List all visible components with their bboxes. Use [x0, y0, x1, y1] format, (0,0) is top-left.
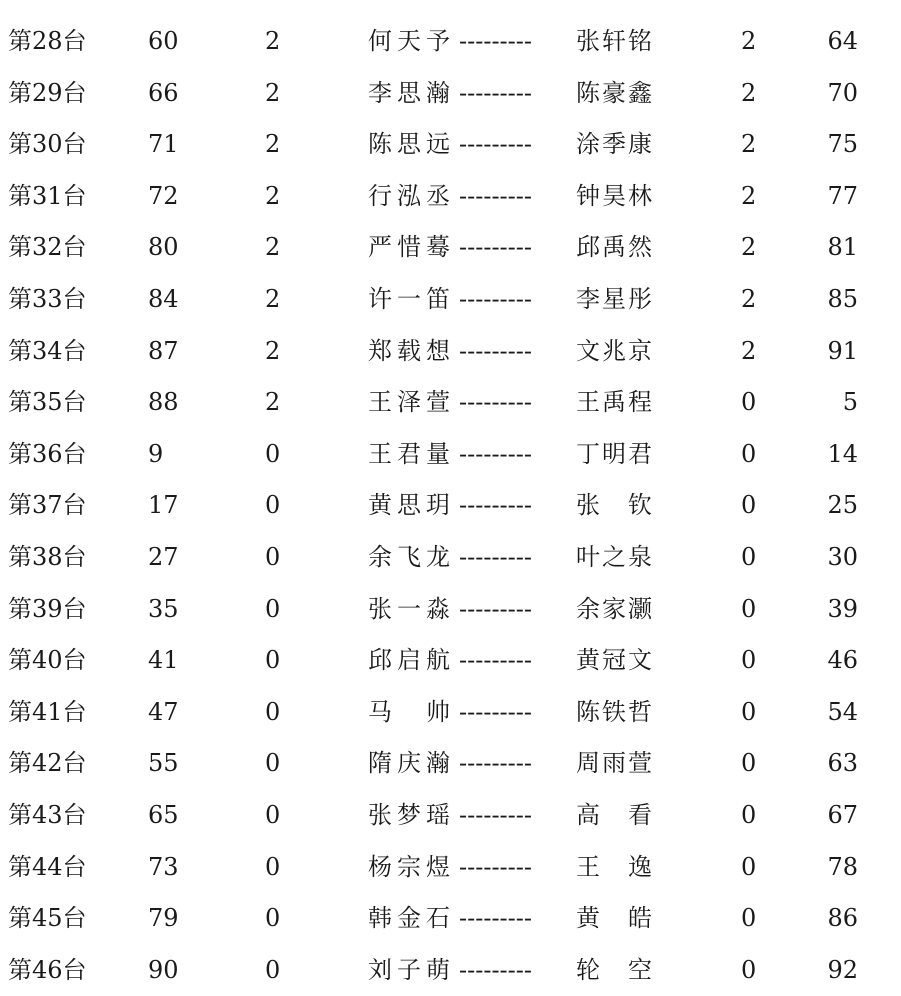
- pairing-separator: ---------: [459, 27, 532, 55]
- player1-name: 张梦瑶: [368, 800, 450, 829]
- table-row: [0, 480, 901, 532]
- table-row: [0, 222, 901, 274]
- player1-number: 72: [148, 181, 179, 210]
- table-number: 第43台: [8, 800, 87, 829]
- player1-score: 0: [265, 955, 281, 984]
- pairing-separator: ---------: [459, 749, 532, 778]
- player1-number: 87: [148, 336, 179, 365]
- player2-score: 0: [741, 388, 757, 417]
- player1-score: 0: [265, 800, 281, 829]
- player1-name: 李思瀚: [368, 78, 450, 107]
- player1-score: 0: [265, 594, 281, 623]
- player1-number: 17: [148, 491, 179, 520]
- player2-name: 叶之泉: [576, 542, 652, 571]
- player2-number: 78: [827, 852, 858, 881]
- pairing-separator: ---------: [459, 697, 532, 726]
- table-row: [0, 377, 901, 429]
- table-row: [0, 635, 901, 687]
- player2-name: 黄冠文: [576, 646, 652, 675]
- player1-number: 41: [148, 646, 179, 675]
- player2-number: 92: [827, 955, 858, 984]
- player1-number: 60: [148, 27, 179, 55]
- player2-score: 0: [741, 697, 757, 726]
- player1-name: 王泽萱: [368, 388, 450, 417]
- player2-score: 0: [741, 800, 757, 829]
- table-number: 第37台: [8, 491, 87, 520]
- player2-number: 75: [827, 130, 858, 159]
- table-row: [0, 171, 901, 223]
- pairing-separator: ---------: [459, 852, 532, 881]
- player2-score: 2: [741, 181, 757, 210]
- player1-score: 0: [265, 697, 281, 726]
- player1-score: 0: [265, 646, 281, 675]
- player2-name: 丁明君: [576, 439, 652, 468]
- table-row: [0, 68, 901, 120]
- table-number: 第45台: [8, 904, 87, 933]
- player1-name: 王君量: [368, 439, 450, 468]
- player2-score: 2: [741, 27, 757, 55]
- player2-name: 王禹程: [576, 388, 652, 417]
- player2-score: 0: [741, 955, 757, 984]
- table-row: [0, 842, 901, 894]
- player1-name: 何天予: [368, 27, 450, 55]
- player1-number: 35: [148, 594, 179, 623]
- player2-number: 30: [827, 542, 858, 571]
- table-number: 第33台: [8, 284, 87, 313]
- player1-score: 2: [265, 284, 281, 313]
- player2-number: 81: [827, 233, 858, 262]
- player1-name: 陈思远: [368, 130, 450, 159]
- pairing-separator: ---------: [459, 233, 532, 262]
- pairing-separator: ---------: [459, 594, 532, 623]
- pairing-separator: ---------: [459, 646, 532, 675]
- player1-score: 0: [265, 542, 281, 571]
- player2-name: 陈铁哲: [576, 697, 652, 726]
- player1-number: 79: [148, 904, 179, 933]
- pairing-separator: ---------: [459, 78, 532, 107]
- pairing-separator: ---------: [459, 955, 532, 984]
- player1-score: 0: [265, 904, 281, 933]
- player1-name: 邱启航: [368, 646, 450, 675]
- player2-score: 0: [741, 904, 757, 933]
- player2-number: 77: [827, 181, 858, 210]
- player1-score: 0: [265, 852, 281, 881]
- player2-name: 高 看: [576, 800, 652, 829]
- pairings-table: [0, 16, 901, 996]
- player2-score: 2: [741, 284, 757, 313]
- table-number: 第42台: [8, 749, 87, 778]
- player2-number: 91: [827, 336, 858, 365]
- pairing-separator: ---------: [459, 800, 532, 829]
- player1-number: 88: [148, 388, 179, 417]
- player2-score: 0: [741, 439, 757, 468]
- table-number: 第30台: [8, 130, 87, 159]
- player1-score: 0: [265, 749, 281, 778]
- player1-name: 杨宗煜: [368, 852, 450, 881]
- player2-name: 轮 空: [576, 955, 652, 984]
- player2-name: 陈豪鑫: [576, 78, 652, 107]
- table-number: 第35台: [8, 388, 87, 417]
- player1-score: 2: [265, 130, 281, 159]
- player1-number: 90: [148, 955, 179, 984]
- table-row: [0, 738, 901, 790]
- player1-number: 55: [148, 749, 179, 778]
- table-number: 第28台: [8, 27, 87, 55]
- player2-name: 李星彤: [576, 284, 652, 313]
- player1-score: 0: [265, 439, 281, 468]
- table-row: [0, 945, 901, 996]
- player1-score: 2: [265, 336, 281, 365]
- player2-name: 张 钦: [576, 491, 652, 520]
- table-number: 第34台: [8, 336, 87, 365]
- table-row: [0, 790, 901, 842]
- player1-number: 84: [148, 284, 179, 313]
- player1-number: 65: [148, 800, 179, 829]
- table-number: 第38台: [8, 542, 87, 571]
- player2-score: 2: [741, 130, 757, 159]
- player2-name: 黄 皓: [576, 904, 652, 933]
- player1-number: 80: [148, 233, 179, 262]
- player1-name: 严惜蓦: [368, 233, 450, 262]
- player1-name: 黄思玥: [368, 491, 450, 520]
- player2-name: 周雨萱: [576, 749, 652, 778]
- table-number: 第40台: [8, 646, 87, 675]
- player2-score: 0: [741, 491, 757, 520]
- pairing-separator: ---------: [459, 491, 532, 520]
- player2-number: 54: [827, 697, 858, 726]
- player2-name: 王 逸: [576, 852, 652, 881]
- player2-number: 67: [827, 800, 858, 829]
- player1-score: 2: [265, 233, 281, 262]
- player2-score: 2: [741, 336, 757, 365]
- player1-number: 27: [148, 542, 179, 571]
- player2-number: 85: [827, 284, 858, 313]
- player2-number: 63: [827, 749, 858, 778]
- pairing-separator: ---------: [459, 439, 532, 468]
- player1-name: 刘子萌: [368, 955, 450, 984]
- player2-number: 5: [842, 388, 858, 417]
- player2-score: 0: [741, 749, 757, 778]
- table-row: [0, 584, 901, 636]
- player1-name: 张一淼: [368, 594, 450, 623]
- player2-number: 25: [827, 491, 858, 520]
- player2-number: 86: [827, 904, 858, 933]
- player1-number: 73: [148, 852, 179, 881]
- pairing-separator: ---------: [459, 181, 532, 210]
- player2-score: 0: [741, 646, 757, 675]
- pairing-separator: ---------: [459, 284, 532, 313]
- table-number: 第39台: [8, 594, 87, 623]
- player2-number: 64: [827, 27, 858, 55]
- player2-number: 14: [827, 439, 858, 468]
- player1-score: 0: [265, 491, 281, 520]
- pairing-separator: ---------: [459, 388, 532, 417]
- pairing-separator: ---------: [459, 542, 532, 571]
- player1-name: 马 帅: [368, 697, 450, 726]
- pairing-separator: ---------: [459, 336, 532, 365]
- player2-name: 邱禹然: [576, 233, 652, 262]
- table-row: [0, 429, 901, 481]
- player1-number: 47: [148, 697, 179, 726]
- table-number: 第46台: [8, 955, 87, 984]
- player1-name: 隋庆瀚: [368, 749, 450, 778]
- player2-name: 钟昊林: [576, 181, 652, 210]
- table-row: [0, 119, 901, 171]
- pairing-separator: ---------: [459, 130, 532, 159]
- table-number: 第31台: [8, 181, 87, 210]
- table-number: 第32台: [8, 233, 87, 262]
- table-number: 第36台: [8, 439, 87, 468]
- player2-name: 张轩铭: [576, 27, 652, 55]
- player1-score: 2: [265, 181, 281, 210]
- table-row: [0, 274, 901, 326]
- player2-score: 0: [741, 852, 757, 881]
- player1-score: 2: [265, 388, 281, 417]
- table-number: 第29台: [8, 78, 87, 107]
- table-number: 第41台: [8, 697, 87, 726]
- player1-name: 郑载想: [368, 336, 450, 365]
- player1-name: 许一笛: [368, 284, 450, 313]
- table-row: [0, 16, 901, 68]
- table-row: [0, 532, 901, 584]
- player1-name: 行泓丞: [368, 181, 450, 210]
- table-row: [0, 687, 901, 739]
- player2-score: 0: [741, 542, 757, 571]
- player1-name: 余飞龙: [368, 542, 450, 571]
- player2-number: 46: [827, 646, 858, 675]
- player1-score: 2: [265, 27, 281, 55]
- player2-name: 文兆京: [576, 336, 652, 365]
- player2-number: 70: [827, 78, 858, 107]
- player2-score: 2: [741, 78, 757, 107]
- player2-name: 涂季康: [576, 130, 652, 159]
- pairing-separator: ---------: [459, 904, 532, 933]
- table-row: [0, 326, 901, 378]
- player1-score: 2: [265, 78, 281, 107]
- table-row: [0, 893, 901, 945]
- player1-number: 9: [148, 439, 164, 468]
- player2-score: 2: [741, 233, 757, 262]
- player1-number: 66: [148, 78, 179, 107]
- player2-number: 39: [827, 594, 858, 623]
- player1-number: 71: [148, 130, 179, 159]
- player1-name: 韩金石: [368, 904, 450, 933]
- table-number: 第44台: [8, 852, 87, 881]
- player2-score: 0: [741, 594, 757, 623]
- player2-name: 余家灏: [576, 594, 652, 623]
